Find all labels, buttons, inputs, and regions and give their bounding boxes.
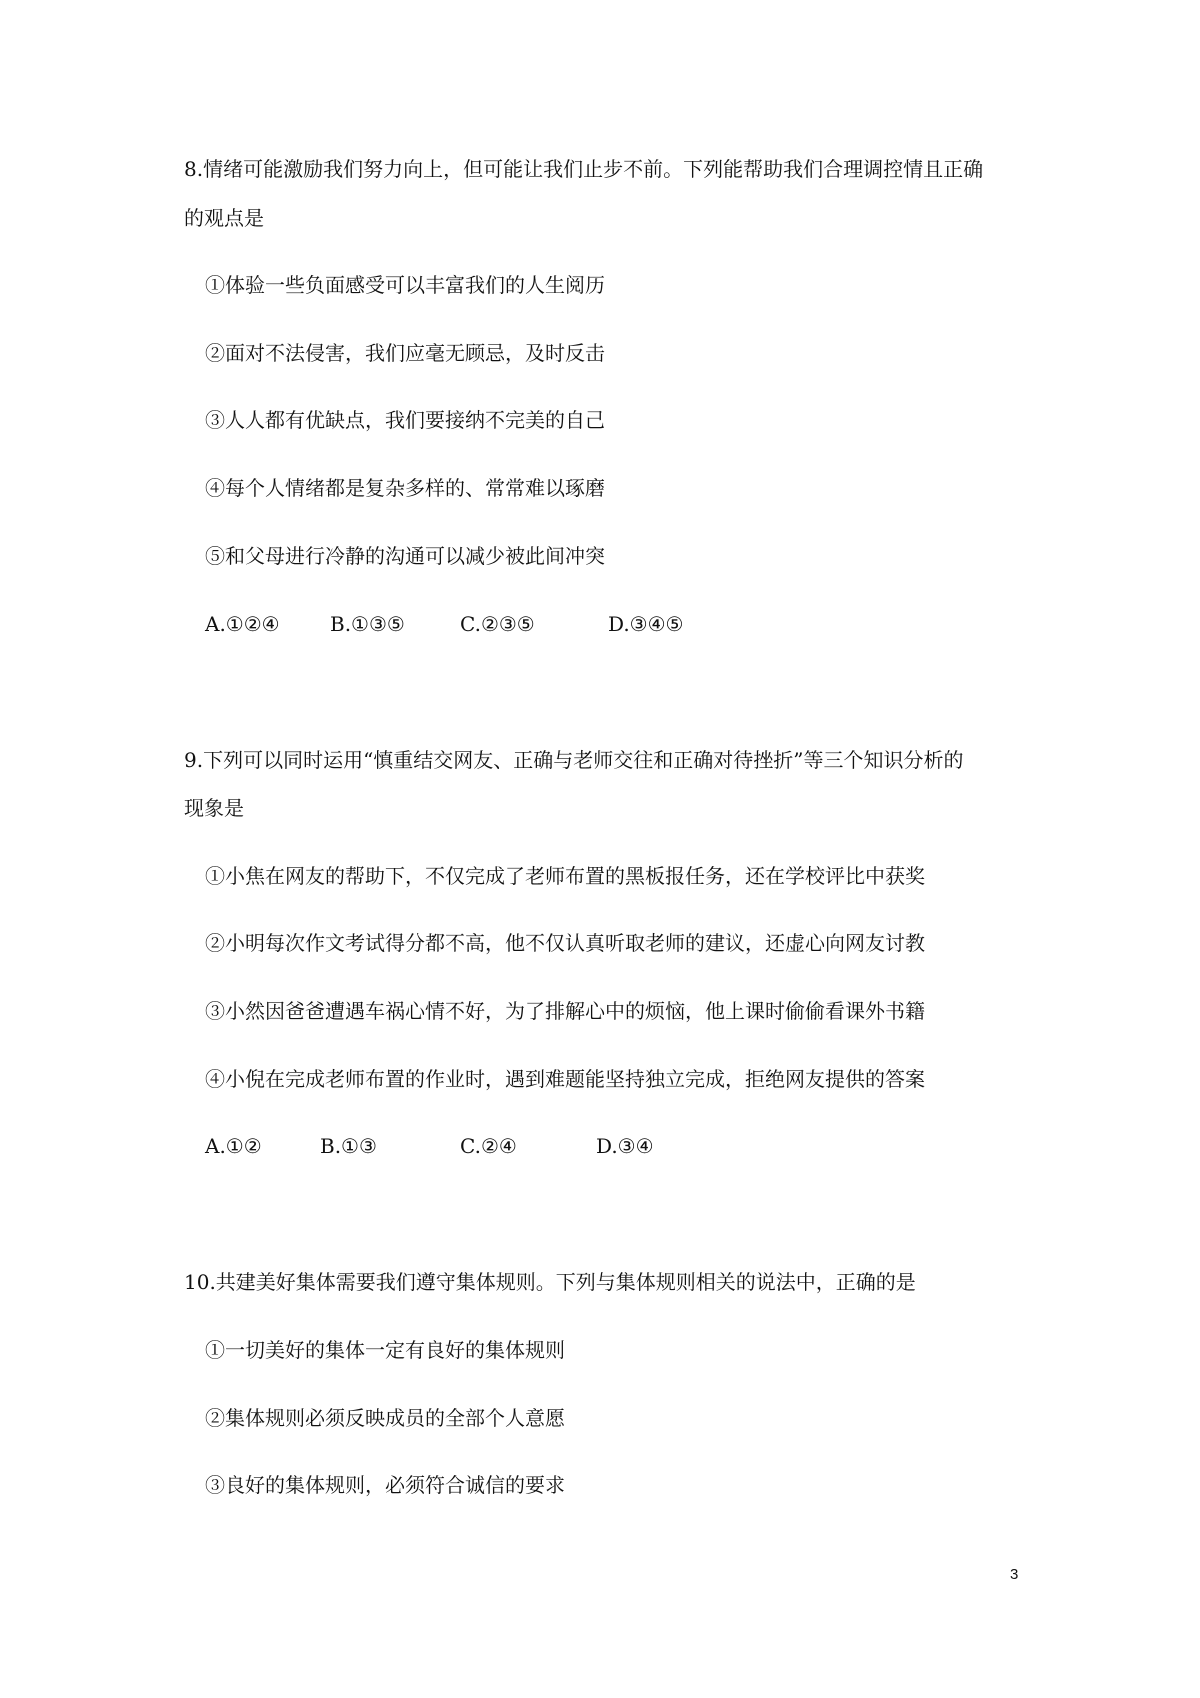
q9-answer-a: A.①②	[205, 1134, 262, 1158]
q10-option-2: ②集体规则必须反映成员的全部个人意愿	[205, 1406, 565, 1430]
q8-option-1: ①体验一些负面感受可以丰富我们的人生阅历	[205, 273, 605, 297]
q10-option-3: ③良好的集体规则，必须符合诚信的要求	[205, 1473, 565, 1497]
q9-answer-b: B.①③	[320, 1134, 377, 1158]
q9-stem-line-1: 9.下列可以同时运用“慎重结交网友、正确与老师交往和正确对待挫折”等三个知识分析的	[184, 748, 964, 772]
q8-option-5: ⑤和父母进行冷静的沟通可以减少被此间冲突	[205, 544, 605, 568]
q9-answer-d: D.③④	[596, 1134, 654, 1158]
q9-stem-line-2: 现象是	[184, 796, 244, 820]
q9-option-2: ②小明每次作文考试得分都不高，他不仅认真听取老师的建议，还虚心向网友讨教	[205, 931, 925, 955]
q8-option-3: ③人人都有优缺点，我们要接纳不完美的自己	[205, 408, 605, 432]
q9-answer-c: C.②④	[460, 1134, 517, 1158]
q8-answer-c: C.②③⑤	[460, 612, 535, 636]
q10-stem-line-1: 10.共建美好集体需要我们遵守集体规则。下列与集体规则相关的说法中，正确的是	[184, 1270, 916, 1294]
q9-option-4: ④小倪在完成老师布置的作业时，遇到难题能坚持独立完成，拒绝网友提供的答案	[205, 1067, 925, 1091]
q8-option-4: ④每个人情绪都是复杂多样的、常常难以琢磨	[205, 476, 605, 500]
q8-answer-b: B.①③⑤	[330, 612, 405, 636]
q9-option-1: ①小焦在网友的帮助下，不仅完成了老师布置的黑板报任务，还在学校评比中获奖	[205, 864, 925, 888]
q8-option-2: ②面对不法侵害，我们应毫无顾忌，及时反击	[205, 341, 605, 365]
q8-answer-a: A.①②④	[205, 612, 280, 636]
q9-option-3: ③小然因爸爸遭遇车祸心情不好，为了排解心中的烦恼，他上课时偷偷看课外书籍	[205, 999, 925, 1023]
q10-option-1: ①一切美好的集体一定有良好的集体规则	[205, 1338, 565, 1362]
page-number: 3	[1010, 1566, 1019, 1583]
q8-stem-line-2: 的观点是	[184, 206, 264, 230]
q8-answer-d: D.③④⑤	[608, 612, 684, 636]
q8-stem-line-1: 8.情绪可能激励我们努力向上，但可能让我们止步不前。下列能帮助我们合理调控情且正确	[184, 157, 984, 181]
